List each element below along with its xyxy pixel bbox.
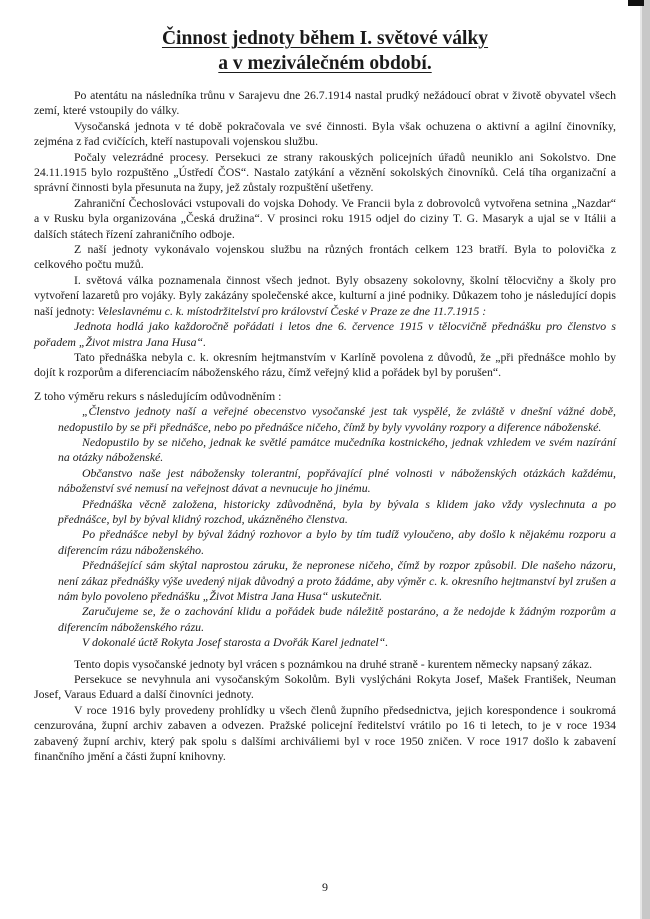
spacer	[34, 381, 616, 389]
paragraph-6-address: Veleslavnému c. k. místodržitelství pro království České v Praze ze dne 11.7.1915 :	[97, 303, 487, 318]
quote-paragraph-3: Občanstvo naše jest nábožensky tolerantní, popřávající plné volnosti v náboženských otázkách každému, náboženství své nemusí na veřejnost dávat a nevnucuje ho jinému.	[58, 465, 616, 496]
paragraph-7: Jednota hodlá jako každoročně pořádati i letos dne 6. července 1915 v tělocvičně přednášku pro členstvo s pořadem „Život mistra Jana Husa“.	[34, 319, 616, 349]
page-edge-shadow	[642, 0, 650, 919]
paragraph-6	[34, 273, 616, 319]
paragraph-4: Zahraniční Čechoslováci vstupovali do vojska Dohody. Ve Francii byla z dobrovolců vytvořena setnina „Nazdar“ a v Rusku byla organizována „Česká družina“. V prosinci roku 1915 odjel do ciziny T. G. Masaryk a ujal se v Itálii a dalších státech řízení zahraničního odboje.	[34, 195, 616, 241]
title-line-2: a v meziválečném období.	[218, 53, 432, 74]
paragraph-3: Počaly velezrádné procesy. Persekuci ze strany rakouských policejních úřadů neuniklo ani Sokolstvo. Dne 24.11.1915 bylo rozpuštěno „Ústředí ČOS“. Nastalo zatýkání a věznění sokolských činovníků. Celá tíha organizační a správní činnosti byla přesunuta na župy, jež zůstaly rozpuštění ušetřeny.	[34, 149, 616, 195]
quote-paragraph-2: Nedopustilo by se ničeho, jednak ke světlé památce mučedníka kostnického, jednak vzhledem ve svém nazírání na otázky náboženské.	[58, 434, 616, 465]
paragraph-5: Z naší jednoty vykonávalo vojenskou službu na různých frontách celkem 123 bratří. Byla to polovička z celkového počtu mužů.	[34, 242, 616, 272]
title-line-1: Činnost jednoty během I. světové války	[161, 28, 489, 49]
paragraph-20: V roce 1916 byly provedeny prohlídky u všech členů župního předsednictva, jejich korespondence i soukromá cenzurována, župní archiv zabaven a odvezen. Pražské policejní ředitelství vrátilo po 16 ti letech, to je v roce 1934 zabavený župní archiv, který pak spolu s dalšími archiváliemi byl v roce 1950 zničen. V roce 1917 došlo k zabavení finančního jmění a části župní knihovny.	[34, 702, 616, 764]
quote-paragraph-4: Přednáška věcně založena, historicky zdůvodněná, byla by bývala s klidem jako vždy vyslechnuta a po přednášce, byl by býval klidný rozchod, ukázněného členstva.	[58, 496, 616, 526]
page-number: 9	[322, 880, 328, 894]
paragraph-6-text: I. světová válka poznamenala činnost všech jednot. Byly obsazeny sokolovny, školní tělocvičny a školy pro vytvoření lazaretů pro vojáky. Byly zakázány společenské akce, kulturní a jiné podniky. Důkazem toho je následující dopis naší jednoty:	[34, 272, 616, 318]
paragraph-2: Vysočanská jednota v té době pokračovala ve své činnosti. Byla však ochuzena o aktivní a agilní činovníky, zejména z řad cvičících, kteří nastupovali vojenskou službu.	[34, 118, 616, 149]
quote-paragraph-6: Přednášející sám skýtal naprostou záruku, že nepronese ničeho, čímž by rozpor způsobil. Dle našeho názoru, není zákaz přednášky výše uvedený nijak důvodný a proto žádáme, aby výměr c. k. okresního hejtmanství byl zrušen a nám bylo povoleno přednášku „Život Mistra Jana Husa“ uskutečnit.	[58, 558, 616, 603]
document-page	[34, 26, 616, 764]
paragraph-18: Tento dopis vysočanské jednoty byl vrácen s poznámkou na druhé straně - kurentem německy napsaný zákaz.	[74, 656, 593, 671]
quote-paragraph-1: „Členstvo jednoty naší a veřejné obecenstvo vysočanské jest tak vyspělé, že zvláště v dnešní vážné době, nedopustilo by se při přednášce, nebo po přednášce ničeho, čímž by byly vyvolány rozpory a diference náboženské.	[58, 404, 616, 434]
scan-mark	[628, 0, 644, 6]
quote-signature: V dokonalé úctě Rokyta Josef starosta a Dvořák Karel jednatel“.	[82, 635, 389, 650]
quote-paragraph-7: Zaručujeme se, že o zachování klidu a pořádek bude náležitě postaráno, a že nedojde k žádným rozporům a diferencím náboženského rázu.	[58, 604, 616, 634]
paragraph-19: Persekuce se nevyhnula ani vysočanským Sokolům. Byli vyslýcháni Rokyta Josef, Mašek František, Neuman Josef, Varaus Eduard a další činovníci jednoty.	[34, 672, 616, 702]
paragraph-1: Po atentátu na následníka trůnu v Sarajevu dne 26.7.1914 nastal prudký nežádoucí obrat v životě obyvatel všech zemí, které vstoupily do války.	[34, 88, 616, 118]
paragraph-9: Z toho výměru rekurs s následujícím odůvodněním :	[34, 388, 282, 403]
paragraph-8: Tato přednáška nebyla c. k. okresním hejtmanstvím v Karlíně povolena z důvodů, že „při přednášce mohlo by dojít k rozporům a diferenciacím náboženského rázu, čímž veřejný klid a pořádek byl by porušen“.	[34, 349, 616, 380]
quote-paragraph-5: Po přednášce nebyl by býval žádný rozhovor a bylo by tím tudíž vyloučeno, aby došlo k nějakému rozporu a diferencím rázu náboženského.	[58, 527, 616, 557]
